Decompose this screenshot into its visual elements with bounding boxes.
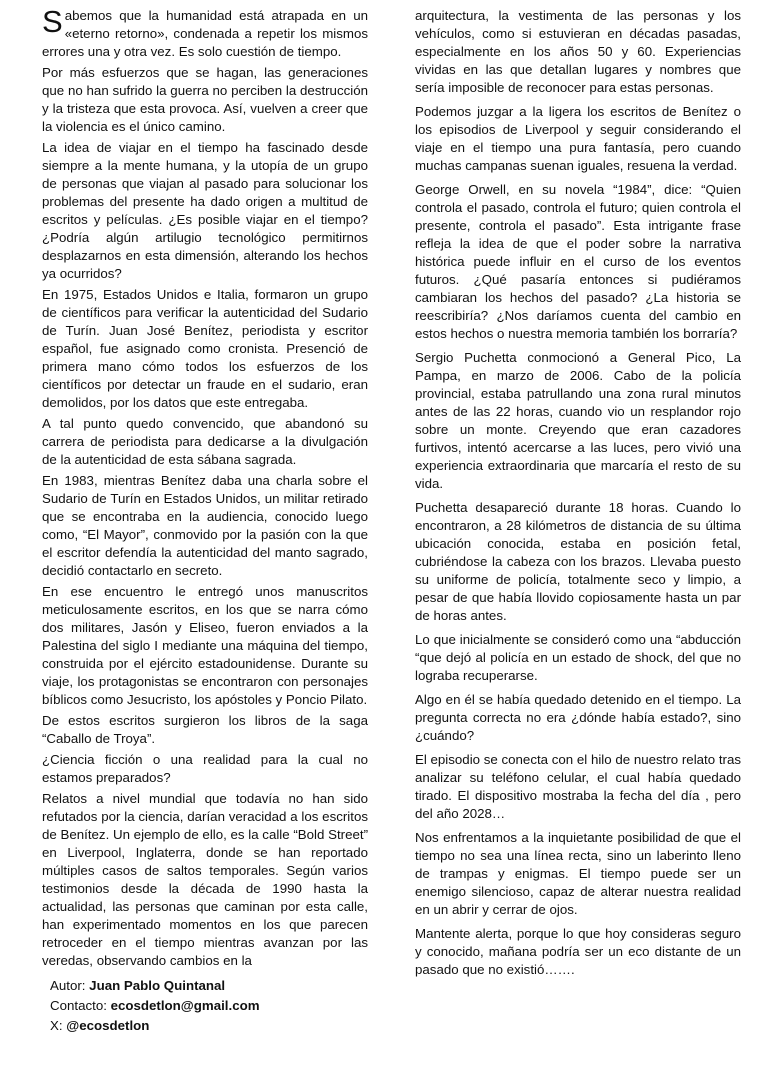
paragraph: George Orwell, en su novela “1984”, dice: “Quien controla el pasado, controla el futuro; quien controla el presente, controla el pasado”. Esta intrigante frase refleja la idea de que el poder sobre la narrativa histórica puede influir en el curso de los eventos futuros. ¿Qué pasaría entonces si pudiéramos cambiaran los hechos del pasado? ¿La historia se reescribiría? ¿Nos daríamos cuenta del cambio en estos hechos o nuestra memoria también los borraría? (415, 182, 741, 341)
paragraph: Lo que inicialmente se consideró como una “abducción “que dejó al policía en un estado de shock, del que no lograba recuperarse. (415, 632, 741, 683)
paragraph: En ese encuentro le entregó unos manuscritos meticulosamente escritos, en los que se narra cómo dos militares, Jasón y Eliseo, fueron enviados a la Palestina del siglo I mediante una máquina del tiempo, construida por el ejército estadounidense. Durante su viaje, los protagonistas se encontraron con personajes bíblicos como Jesucristo, los apóstoles y Poncio Pilato. (42, 584, 368, 707)
paragraph: Sergio Puchetta conmocionó a General Pico, La Pampa, en marzo de 2006. Cabo de la policía provincial, estaba patrullando una zona rural minutos antes de las 22 horas, cuando vio un resplandor rojo sobre un monte. Creyendo que eran cazadores furtivos, intentó acercarse a las luces, pero vivió una experiencia extraordinaria que marcaría el resto de su vida. (415, 350, 741, 491)
paragraph: La idea de viajar en el tiempo ha fascinado desde siempre a la mente humana, y la utopía de un grupo de personas que viajan al pasado para solucionar los problemas del presente ha dado origen a multitud de escritos y películas. ¿Es posible viajar en el tiempo? ¿Podría algún artilugio tecnológico permitirnos desplazarnos en esta dimensión, alterando los hechos ya ocurridos? (42, 140, 368, 281)
x-line (50, 1016, 260, 1036)
author-label: Autor: (50, 978, 90, 993)
paragraph: Relatos a nivel mundial que todavía no han sido refutados por la ciencia, darían veracidad a los escritos de Benítez. Un ejemplo de ello, es la calle “Bold Street” en Liverpool, Inglaterra, donde se han reportado múltiples casos de saltos temporales. Según varios testimonios desde la década de 1990 hasta la actualidad, las personas que caminan por esta calle, han experimentado momentos en los que parecen retroceder en el tiempo mientras avanzan por las veredas, observando cambios en la (42, 791, 368, 968)
paragraph-text: abemos que la humanidad está atrapada en un «eterno retorno», condenada a repetir los mismos errores una y otra vez. Es solo cuestión de tiempo. (42, 8, 368, 59)
paragraph: Por más esfuerzos que se hagan, las generaciones que no han sufrido la guerra no perciben la destrucción y la tristeza que esta provoca. Así, vuelven a creer que la violencia es el único camino. (42, 65, 368, 134)
paragraph: Podemos juzgar a la ligera los escritos de Benítez o los episodios de Liverpool y seguir considerando el viaje en el tiempo una pura fantasía, pero cuando muchas campanas suenan iguales, resuena la verdad. (415, 104, 741, 173)
contact-line (50, 996, 260, 1016)
paragraph: El episodio se conecta con el hilo de nuestro relato tras analizar su teléfono celular, el cual había quedado tirado. El dispositivo mostraba la fecha del día , pero del año 2028… (415, 752, 741, 821)
drop-cap: S (42, 4, 63, 39)
paragraph: arquitectura, la vestimenta de las personas y los vehículos, como si estuvieran en décadas pasadas, especialmente en los años 50 y 60. Experiencias vividas en las que detallan lugares y nombres que sería imposible de reconocer para estas personas. (415, 8, 741, 95)
left-column (42, 4, 368, 973)
paragraph: Puchetta desapareció durante 18 horas. Cuando lo encontraron, a 28 kilómetros de distancia de su última ubicación conocida, estaba en posición fetal, cubriéndose la cabeza con los brazos. Llevaba puesto su uniforme de policía, totalmente seco y limpio, a pesar de que había llovido copiosamente hasta un par de horas antes. (415, 500, 741, 623)
author-name: Juan Pablo Quintanal (89, 978, 226, 993)
right-column (415, 7, 741, 985)
paragraph: ¿Ciencia ficción o una realidad para la cual no estamos preparados? (42, 752, 368, 785)
author-footer (50, 976, 260, 1036)
paragraph: De estos escritos surgieron los libros de la saga “Caballo de Troya”. (42, 713, 368, 746)
author-line (50, 976, 260, 996)
paragraph: Nos enfrentamos a la inquietante posibilidad de que el tiempo no sea una línea recta, sino un laberinto lleno de trampas y enigmas. El tiempo puede ser un enemigo silencioso, capaz de alterar nuestra realidad en un abrir y cerrar de ojos. (415, 830, 741, 917)
x-handle: @ecosdetlon (66, 1018, 150, 1033)
contact-label: Contacto: (50, 998, 111, 1013)
paragraph: Algo en él se había quedado detenido en el tiempo. La pregunta correcta no era ¿dónde había estado?, sino ¿cuándo? (415, 692, 741, 743)
paragraph: En 1975, Estados Unidos e Italia, formaron un grupo de científicos para verificar la autenticidad del Sudario de Turín. Juan José Benítez, periodista y escritor español, fue asignado como cronista. Presenció de primera mano cómo todos los esfuerzos de los científicos por detectar un fraude en el sudario, eran demolidos, por los datos que este entregaba. (42, 287, 368, 410)
x-label: X: (50, 1018, 67, 1033)
contact-email: ecosdetlon@gmail.com (110, 998, 260, 1013)
paragraph: A tal punto quedo convencido, que abandonó su carrera de periodista para dedicarse a la divulgación de la autenticidad de esta sábana sagrada. (42, 416, 368, 467)
paragraph: Mantente alerta, porque lo que hoy consideras seguro y conocido, mañana podría ser un eco distante de un pasado que no existió……. (415, 926, 741, 977)
paragraph (42, 4, 368, 61)
paragraph: En 1983, mientras Benítez daba una charla sobre el Sudario de Turín en Estados Unidos, un militar retirado que se encontraba en la audiencia, conocido luego como, “El Mayor”, conmovido por la pasión con la que el escritor defendía la autenticidad del manto sagrado, decidió contactarlo en secreto. (42, 473, 368, 578)
